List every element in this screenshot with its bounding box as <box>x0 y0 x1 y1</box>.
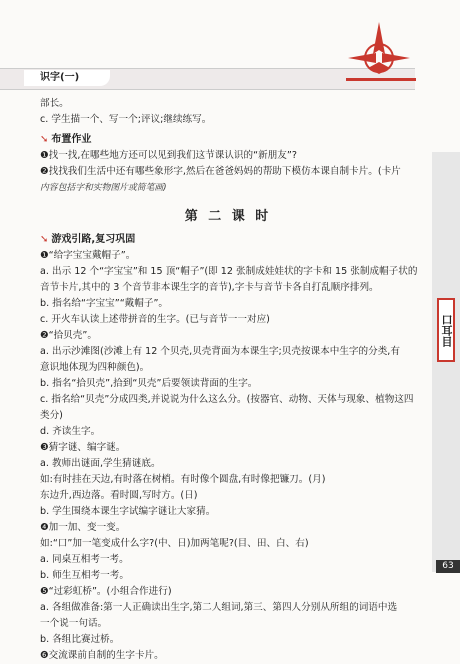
review-line: a. 教师出谜面,学生猜谜底。 <box>40 458 161 469</box>
lesson-title: 第 二 课 时 <box>184 209 272 224</box>
intro-line: 部长。 <box>40 98 69 109</box>
header-title: 识字(一) <box>24 70 110 86</box>
page-content <box>40 96 416 664</box>
compass-logo-icon <box>340 18 418 78</box>
header-accent-line <box>346 78 416 81</box>
review-line: c. 开火车认读上述带拼音的生字。(已与音节一一对应) <box>40 314 270 325</box>
review-line: ❹加一加、变一变。 <box>40 522 126 533</box>
review-line: d. 齐读生字。 <box>40 426 101 437</box>
review-line: 如:“口”加一笔变成什么字?(中、日)加两笔呢?(目、田、白、右) <box>40 538 309 549</box>
review-line: ❷“拾贝壳”。 <box>40 330 97 341</box>
review-line: b. 指名“拾贝壳”,拾到“贝壳”后要领读背面的生字。 <box>40 378 258 389</box>
review-line: b. 师生互相考一考。 <box>40 570 129 581</box>
review-line: 东边升,西边落。看时圆,写时方。(日) <box>40 490 198 501</box>
review-line: 音节卡片,其中的 3 个音节非本课生字的音节),字卡与音节卡各自打乱顺序排列。 <box>40 282 379 293</box>
review-line: ❻交流课前自制的生字卡片。 <box>40 650 164 661</box>
review-line: c. 指名给“贝壳”分成四类,并说说为什么这么分。(按器官、动物、天体与现象、植物这四 <box>40 394 414 405</box>
homework-heading: ➘ 布置作业 <box>40 134 92 145</box>
review-line: a. 同桌互相考一考。 <box>40 554 129 565</box>
review-line: ❶“给字宝宝戴帽子”。 <box>40 250 136 261</box>
review-line: b. 各组比赛过桥。 <box>40 634 120 645</box>
review-heading: ➘ 游戏引路,复习巩固 <box>40 234 136 245</box>
review-lines <box>40 248 416 664</box>
review-line: a. 出示沙滩图(沙滩上有 12 个贝壳,贝壳背面为本课生字;贝壳按课本中生字的分类,有 <box>40 346 400 357</box>
side-tab <box>432 152 460 572</box>
arrow-icon: ➘ <box>40 234 49 245</box>
review-line: 一个说一句话。 <box>40 618 108 629</box>
review-line: a. 出示 12 个“字宝宝”和 15 顶“帽子”(即 12 张制成娃娃状的字卡和 15 张制成帽子状的 <box>40 266 418 277</box>
review-line: a. 各组做准备:第一人正确读出生字,第二人组词,第三、第四人分别从所组的词语中选 <box>40 602 398 613</box>
review-line: 意识地体现为四种颜色)。 <box>40 362 150 373</box>
review-line: 类分) <box>40 410 63 421</box>
homework-item: 内容包括字和实物图片或简笔画) <box>40 183 167 193</box>
side-tab-label: 口耳目 <box>437 298 455 362</box>
arrow-icon: ➘ <box>40 134 49 145</box>
review-line: ❸猜字谜、编字谜。 <box>40 442 126 453</box>
homework-item: ❶找一找,在哪些地方还可以见到我们这节课认识的“新朋友”? <box>40 150 297 161</box>
review-line: ❺“过彩虹桥”。(小组合作进行) <box>40 586 172 597</box>
page-number: 63 <box>436 560 460 573</box>
review-line: 如:有时挂在天边,有时落在树梢。有时像个圆盘,有时像把镰刀。(月) <box>40 474 326 485</box>
review-line: b. 指名给“字宝宝”“戴帽子”。 <box>40 298 169 309</box>
homework-item: ❷找找我们生活中还有哪些象形字,然后在爸爸妈妈的帮助下模仿本课自制卡片。(卡片 <box>40 166 401 177</box>
intro-line: c. 学生描一个、写一个;评议;继续练写。 <box>40 114 212 125</box>
review-line: b. 学生围绕本课生字试编字谜让大家猜。 <box>40 506 216 517</box>
